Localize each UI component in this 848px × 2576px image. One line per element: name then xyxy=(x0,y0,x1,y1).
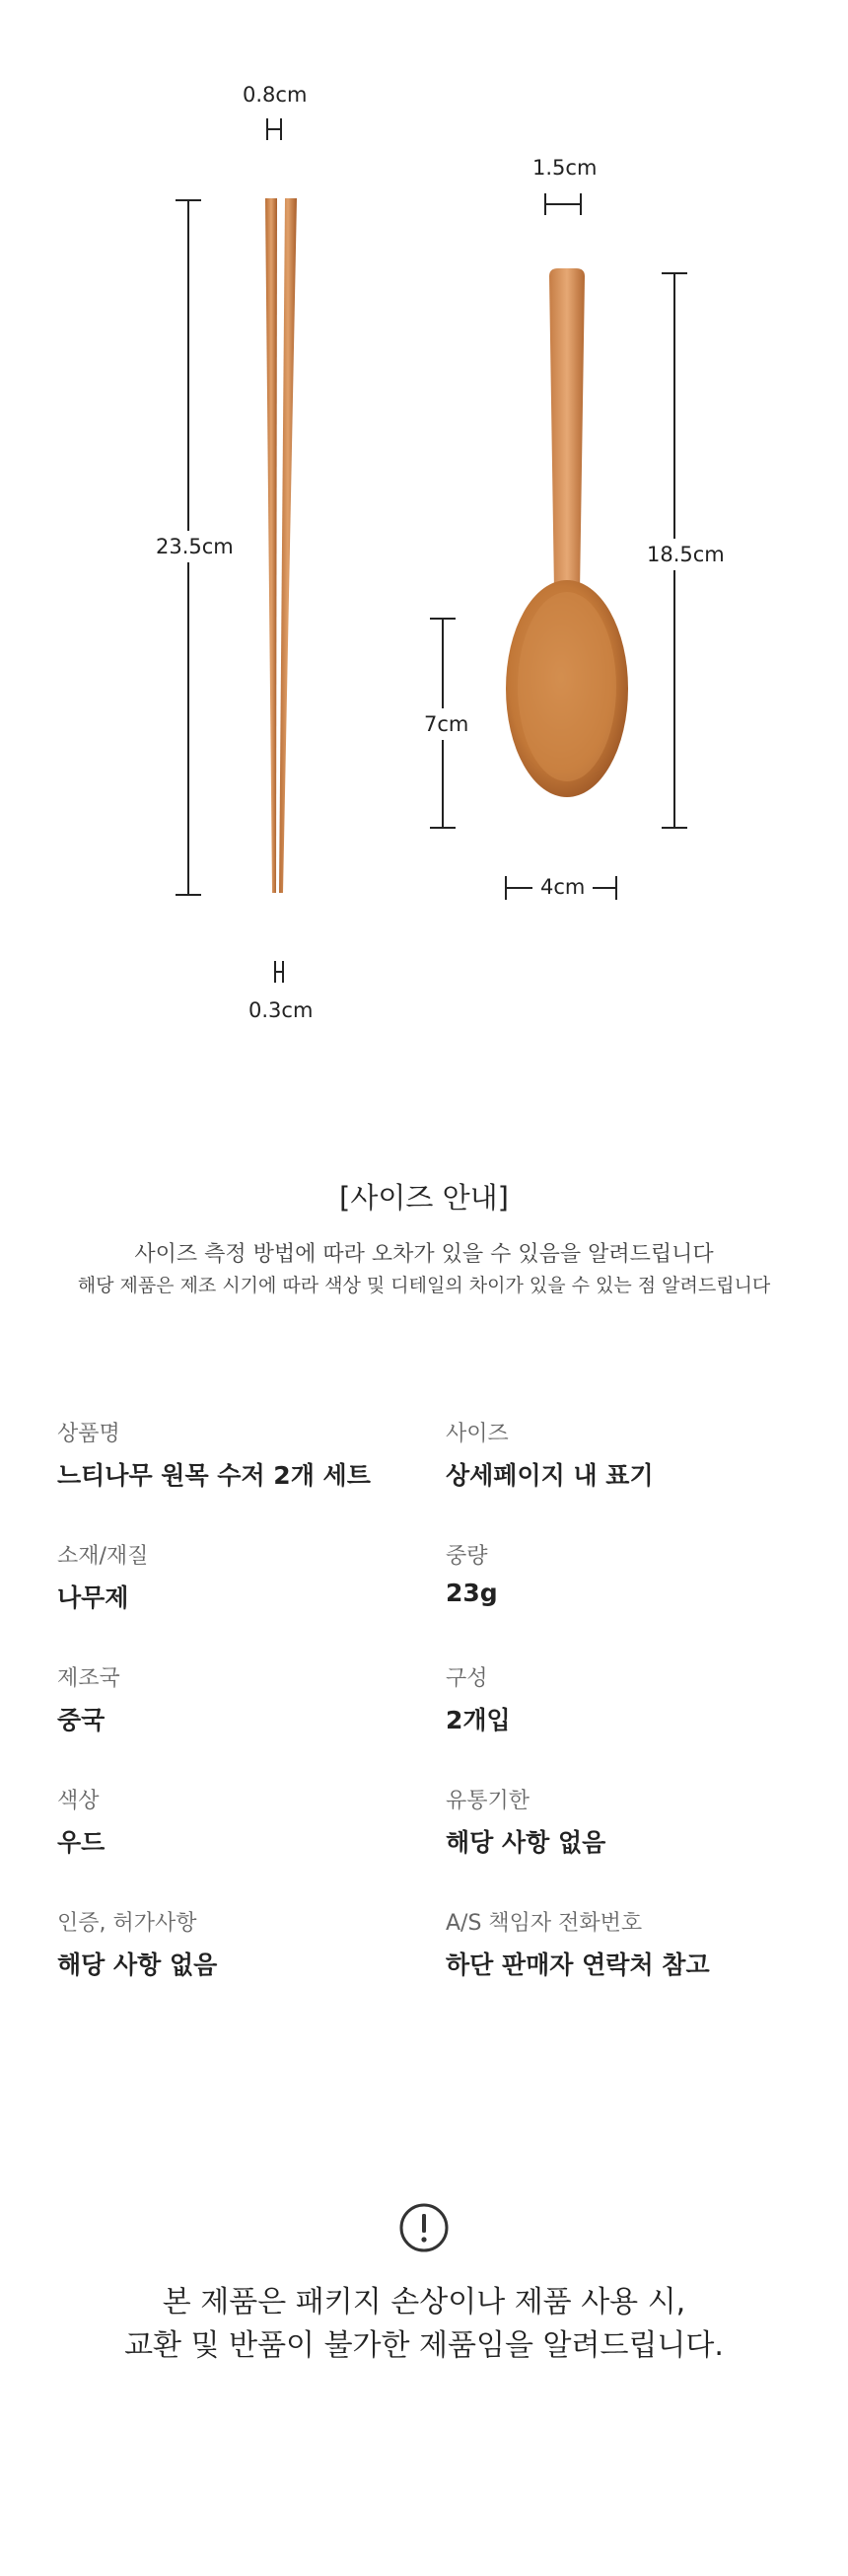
spoon-head-length-label: 7cm xyxy=(422,708,470,740)
spec-label-product-name: 상품명 xyxy=(57,1422,120,1446)
spec-label-size: 사이즈 xyxy=(446,1422,509,1446)
spec-value-origin: 중국 xyxy=(57,1706,106,1734)
chopstick-top-width-label: 0.8cm xyxy=(243,83,308,107)
spec-label-material: 소재/재질 xyxy=(57,1544,149,1569)
chopstick-bottom-width-label: 0.3cm xyxy=(248,998,314,1022)
notice-line-1: 본 제품은 패키지 손상이나 제품 사용 시, xyxy=(162,2285,686,2319)
spoon-head-width-label: 4cm xyxy=(532,875,593,899)
chopsticks-image xyxy=(251,192,320,903)
spec-value-product-name: 느티나무 원목 수저 2개 세트 xyxy=(57,1461,371,1490)
spec-label-as-contact: A/S 책임자 전화번호 xyxy=(446,1911,643,1936)
spoon-length-label: 18.5cm xyxy=(645,539,727,570)
spec-table xyxy=(0,1401,848,2013)
spec-value-composition: 2개입 xyxy=(446,1706,511,1734)
size-guide-title: [사이즈 안내] xyxy=(339,1181,509,1214)
size-guide-note-2: 해당 제품은 제조 시기에 따라 색상 및 디테일의 차이가 있을 수 있는 점 알려드립니다 xyxy=(77,1275,771,1296)
exclamation-circle-icon xyxy=(398,2202,450,2253)
size-guide-note-1: 사이즈 측정 방법에 따라 오차가 있을 수 있음을 알려드립니다 xyxy=(134,1242,714,1267)
notice-line-2: 교환 및 반품이 불가한 제품임을 알려드립니다. xyxy=(124,2328,724,2363)
spec-value-material: 나무제 xyxy=(57,1583,129,1612)
spec-label-color: 색상 xyxy=(57,1789,100,1813)
chopstick-length-label: 23.5cm xyxy=(154,531,236,562)
spec-value-color: 우드 xyxy=(57,1828,106,1857)
spoon-handle-width-label: 1.5cm xyxy=(532,156,598,180)
spec-value-size: 상세페이지 내 표기 xyxy=(446,1461,654,1490)
spoon-image xyxy=(493,266,641,839)
spec-label-composition: 구성 xyxy=(446,1666,488,1691)
product-diagram xyxy=(0,0,848,1066)
spec-label-origin: 제조국 xyxy=(57,1666,120,1691)
spec-label-weight: 중량 xyxy=(446,1544,488,1569)
spec-label-expiry: 유통기한 xyxy=(446,1789,530,1813)
spec-value-expiry: 해당 사항 없음 xyxy=(446,1828,606,1857)
spec-value-weight: 23g xyxy=(446,1579,498,1607)
spec-value-certification: 해당 사항 없음 xyxy=(57,1950,218,1979)
spec-label-certification: 인증, 허가사항 xyxy=(57,1911,197,1936)
spec-value-as-contact: 하단 판매자 연락처 참고 xyxy=(446,1950,710,1979)
